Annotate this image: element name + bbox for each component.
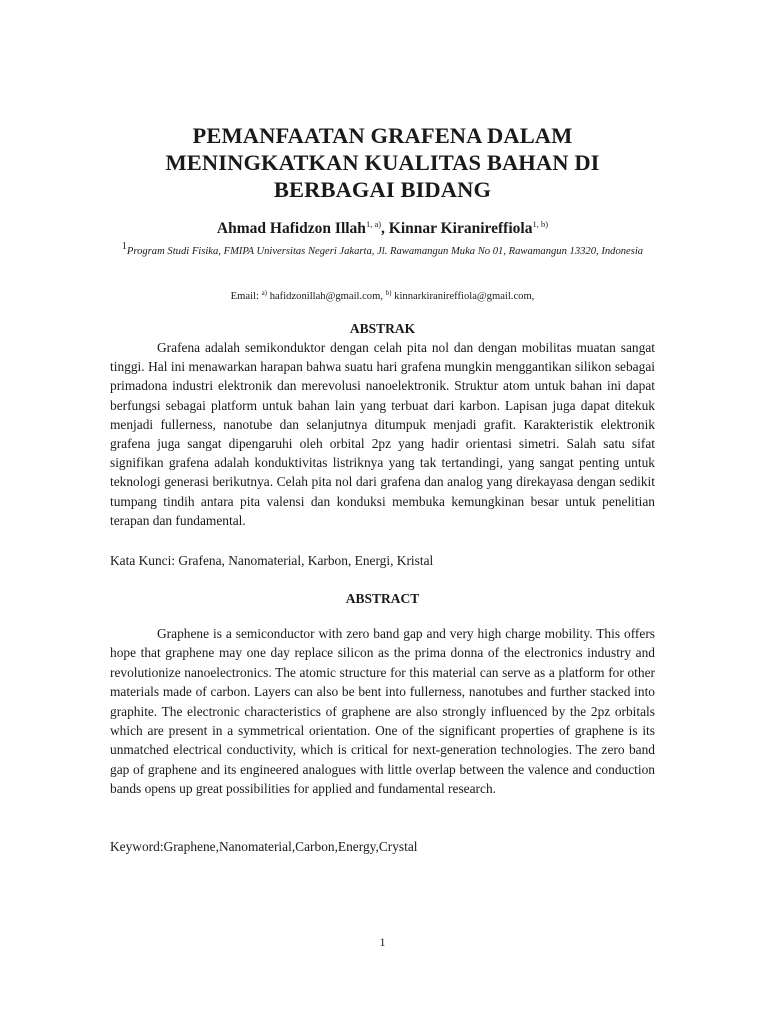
abstrak-text: Grafena adalah semikonduktor dengan celah pita nol dan dengan mobilitas muatan sangat tinggi. Hal ini menawarkan harapan bahwa suatu hari grafena mungkin menggantikan silikon sebagai primadona industri elektronik dan merevolusi nanoelektronik. Struktur atom untuk bahan ini dapat berfungsi sebagai platform untuk bahan lain yang terbuat dari karbon. Lapisan juga dapat ditekuk menjadi fullerness, nanotube dan selanjutnya ditumpuk menjadi grafit. Karakteristik elektronik grafena juga sangat dipengaruhi oleh orbital 2pz yang hadir orientasi simetri. Salah satu sifat signifikan grafena adalah konduktivitas listriknya yang tak tertandingi, yang sangat penting untuk teknologi generasi berikutnya. Celah pita nol dari grafena dan analog yang direkayasa dengan sedikit tumpang tindih antara pita valensi dan konduksi membuka kemungkinan besar untuk penelitian terapan dan fundamental. xyxy=(110,340,655,528)
abstract-heading: ABSTRACT xyxy=(345,591,420,606)
abstrak-heading: ABSTRAK xyxy=(349,321,416,336)
abstrak-keywords: Kata Kunci: Grafena, Nanomaterial, Karbon, Energi, Kristal xyxy=(110,553,434,568)
email-label: Email: xyxy=(230,291,262,302)
affiliation xyxy=(110,241,655,260)
email-address-b[interactable]: kinnarkiranireffiola@gmail.com, xyxy=(394,291,535,302)
affiliation-text: Program Studi Fisika, FMIPA Universitas Negeri Jakarta, Jl. Rawamangun Muka No 01, Rawamangun 13320, Indonesia xyxy=(126,246,644,257)
author-1-name: Ahmad Hafidzon Illah xyxy=(216,220,366,237)
email-marker-b: b) xyxy=(385,289,392,297)
email-marker-a: a) xyxy=(261,289,268,297)
page-number: 1 xyxy=(379,935,386,949)
author-1-affiliation-marker: 1, a) xyxy=(365,219,382,229)
title-line-2: MENINGKATKAN KUALITAS BAHAN DI xyxy=(165,150,600,175)
affiliation-marker: 1 xyxy=(121,241,127,252)
title-line-3: BERBAGAI BIDANG xyxy=(273,177,492,202)
author-2-affiliation-marker: 1, b) xyxy=(532,219,549,229)
abstract-keywords: Keyword:Graphene,Nanomaterial,Carbon,Energy,Crystal xyxy=(110,839,418,854)
author-2-name: Kinnar Kiranireffiola xyxy=(388,220,533,237)
author-separator: , xyxy=(381,220,389,237)
author-list xyxy=(110,219,655,239)
email-address-a[interactable]: hafidzonillah@gmail.com, xyxy=(269,291,383,302)
email-line xyxy=(110,290,655,304)
paper-title xyxy=(110,122,655,203)
title-line-1: PEMANFAATAN GRAFENA DALAM xyxy=(192,123,573,148)
abstract-text: Graphene is a semiconductor with zero band gap and very high charge mobility. This offers hope that graphene may one day replace silicon as the prima donna of the electronics industry and revolutionize nanoelectronics. The atomic structure for this material can serve as a platform for other materials made of carbon. Layers can also be bent into fullerness, nanotubes and further stacked into graphite. The electronic characteristics of graphene are also strongly influenced by the 2pz orbitals which are present in a symmetrical orientation. One of the significant properties of graphene is its unmatched electrical conductivity, which is critical for next-generation technologies. The zero band gap of graphene and its engineered analogues with little overlap between the valence and conduction bands opens up great possibilities for applied and fundamental research. xyxy=(110,626,655,797)
